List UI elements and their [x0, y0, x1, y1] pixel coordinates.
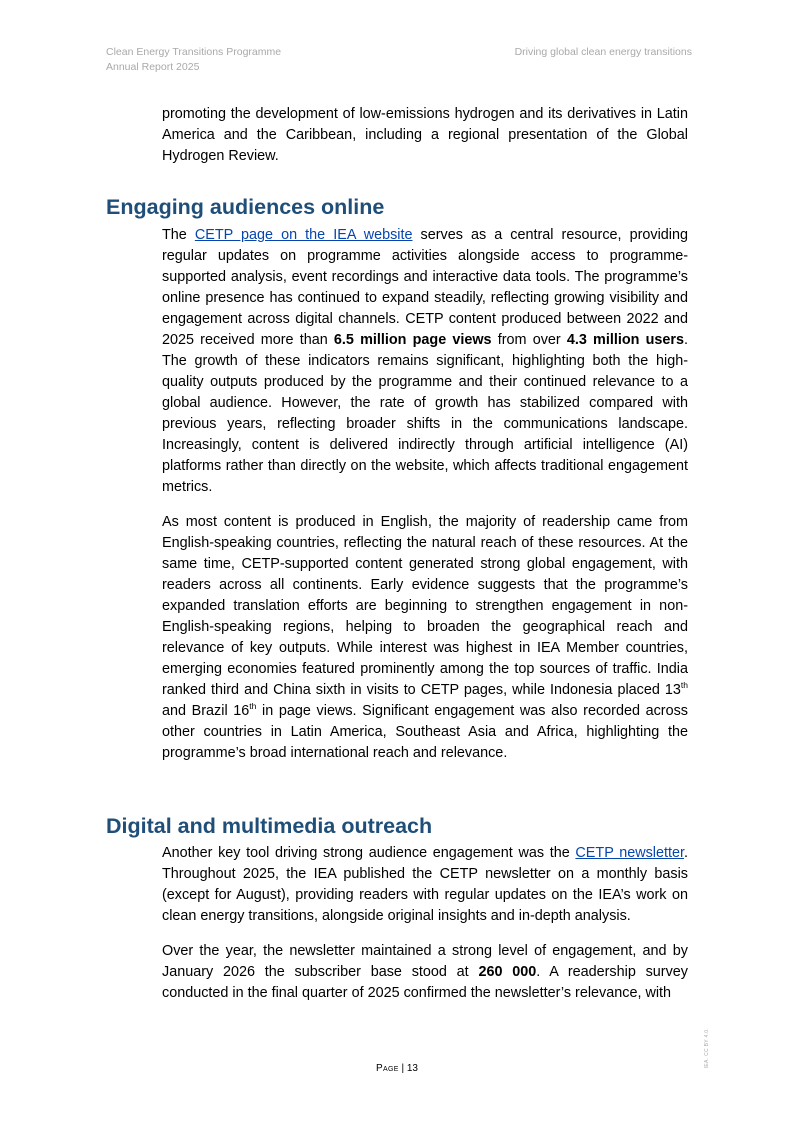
- text-run: Another key tool driving strong audience engagement was the: [162, 845, 576, 861]
- intro-paragraph: promoting the development of low-emissions hydrogen and its derivatives in Latin America and the Caribbean, including a regional presentation of the Global Hydrogen Review.: [162, 106, 688, 164]
- text-run: from over: [491, 332, 567, 348]
- page-separator: |: [398, 1063, 407, 1074]
- text-run: Over the year, the newsletter maintained a strong level of engagement, and by January 2026 the subscriber base stood at: [162, 943, 688, 980]
- page-number: 13: [406, 1063, 418, 1074]
- running-header-right: Driving global clean energy transitions: [514, 46, 692, 58]
- text-run: . The growth of these indicators remains significant, highlighting both the high-quality outputs produced by the programme and their continued relevance to a global audience. However, the rate of growth has stabilized compared with previous years, reflecting broader shifts in the communications landscape. Increasingly, content is delivered indirectly through artificial intelligence (AI) platforms rather than directly on the website, which affects traditional engagement metrics.: [162, 332, 688, 495]
- subscriber-figure: 260 000: [478, 964, 537, 980]
- page-label: Page: [376, 1063, 399, 1074]
- users-figure: 4.3 million users: [566, 332, 684, 348]
- section2-paragraph-2: [162, 941, 688, 1004]
- section1-paragraph-1: [162, 225, 688, 498]
- section1-paragraph-2: [162, 512, 688, 764]
- header-report-title: Annual Report 2025: [106, 61, 200, 73]
- cetp-newsletter-link[interactable]: CETP newsletter: [575, 845, 684, 861]
- text-run: and Brazil 16: [162, 703, 250, 719]
- license-notice: IEA. CC BY 4.0.: [704, 1028, 710, 1069]
- superscript: th: [249, 701, 257, 712]
- section-heading-digital-outreach: Digital and multimedia outreach: [106, 814, 433, 838]
- section-heading-engaging-audiences: Engaging audiences online: [106, 195, 385, 219]
- text-run: The: [162, 227, 195, 243]
- cetp-page-link[interactable]: CETP page on the IEA website: [194, 227, 413, 243]
- text-run: . Throughout 2025, the IEA published the CETP newsletter on a monthly basis (except for August), providing readers with regular updates on the IEA’s work on clean energy transitions, alongside original insights and in-depth analysis.: [162, 845, 688, 924]
- section2-paragraph-1: [162, 843, 688, 927]
- superscript: th: [680, 680, 688, 691]
- page-footer: [0, 1063, 794, 1074]
- header-programme-title: Clean Energy Transitions Programme: [106, 46, 282, 58]
- text-run: As most content is produced in English, the majority of readership came from English-speaking countries, reflecting the natural reach of these resources. At the same time, CETP-supported content generated strong global engagement, with readers across all continents. Early evidence suggests that the programme’s expanded translation efforts are beginning to strengthen engagement in non-English-speaking regions, helping to broaden the geographical reach and relevance of key outputs. While interest was highest in IEA Member countries, emerging economies featured prominently among the top sources of traffic. India ranked third and China sixth in visits to CETP pages, while Indonesia placed 13: [162, 514, 688, 698]
- running-header-left: [106, 45, 281, 75]
- text-run: in page views. Significant engagement was also recorded across other countries in Latin America, Southeast Asia and Africa, highlighting the programme’s broad international reach and relevance.: [162, 703, 688, 761]
- text-run: serves as a central resource, providing regular updates on programme activities alongside access to programme-supported analysis, event recordings and interactive data tools. The programme’s online presence has continued to expand steadily, reflecting growing visibility and engagement across digital channels. CETP content produced between 2022 and 2025 received more than: [162, 227, 688, 348]
- text-run: . A readership survey conducted in the final quarter of 2025 confirmed the newsletter’s relevance, with: [162, 964, 688, 1001]
- page-views-figure: 6.5 million page views: [333, 332, 492, 348]
